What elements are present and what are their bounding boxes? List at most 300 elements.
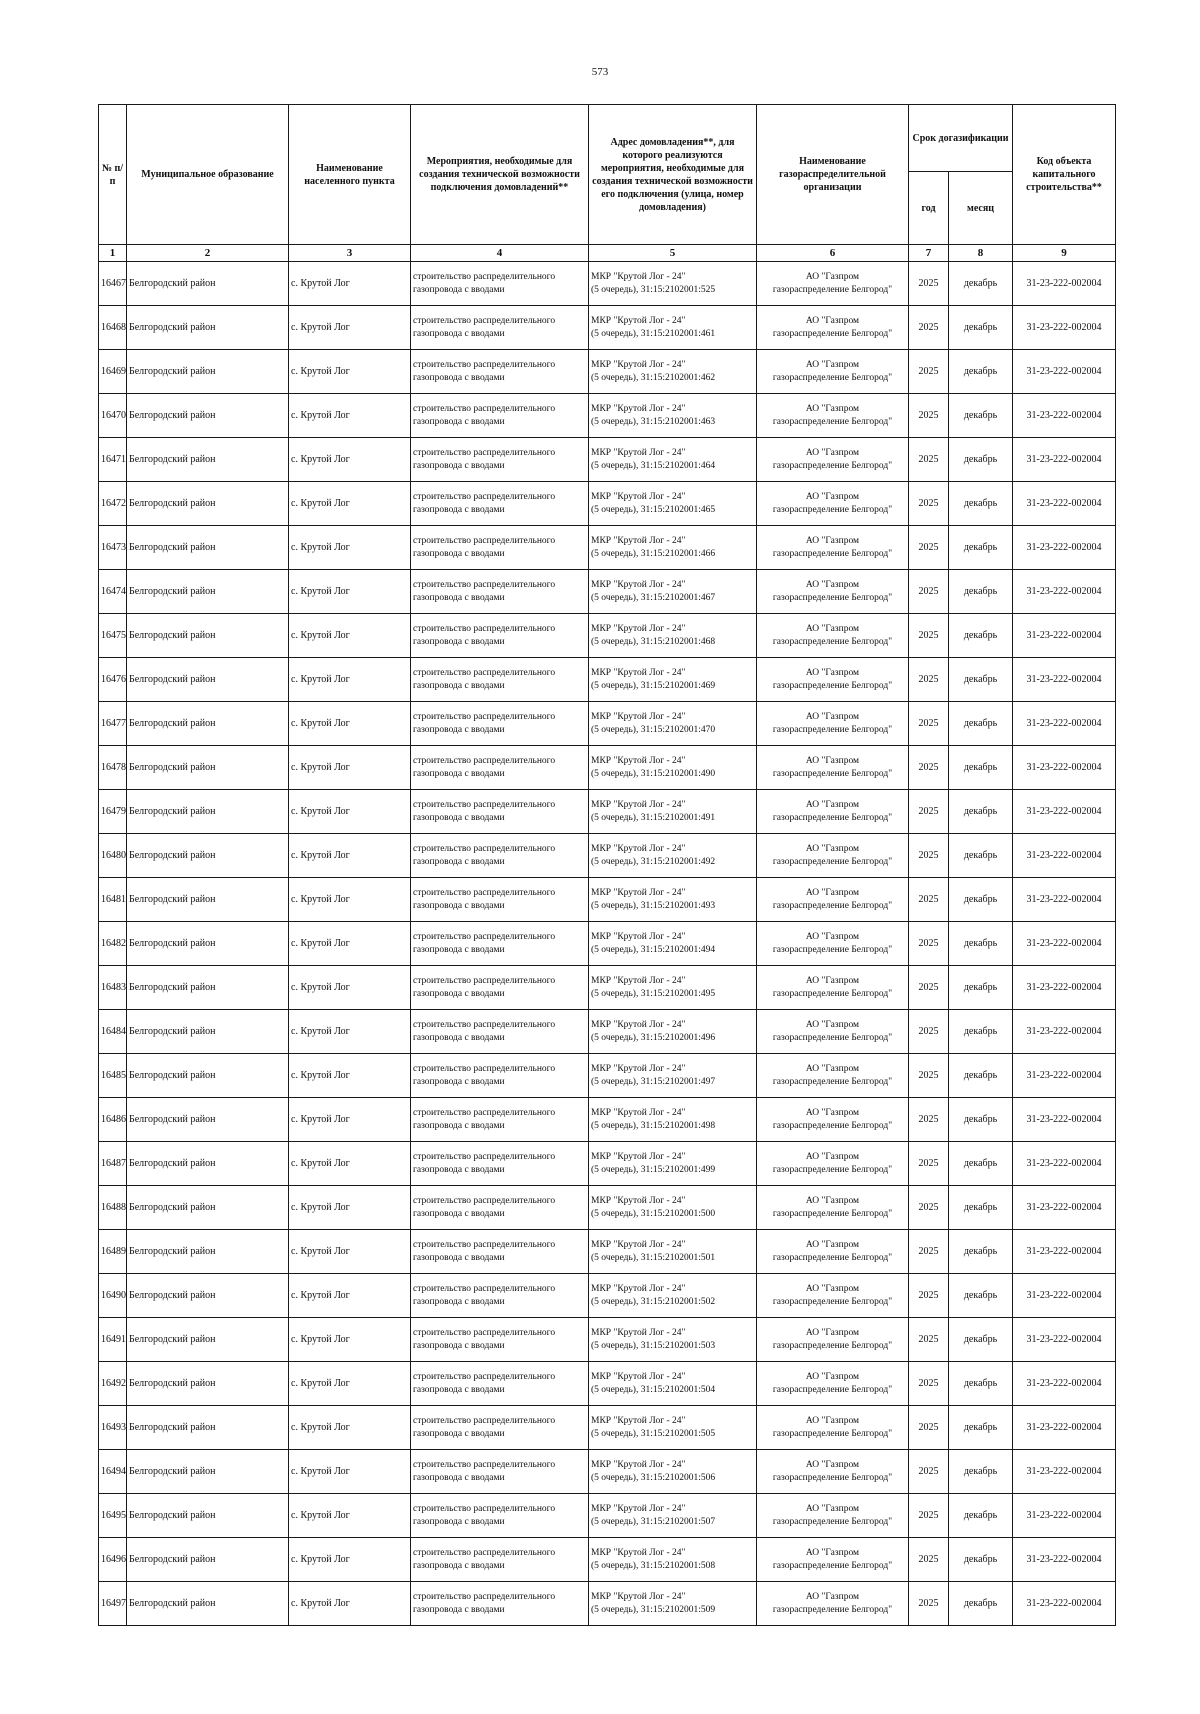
row-organization xyxy=(757,1010,909,1054)
header-org: Наименование газораспределительной организации xyxy=(757,105,909,245)
row-address xyxy=(589,1406,757,1450)
table-row xyxy=(99,922,1116,966)
row-address-line: МКР "Крутой Лог - 24" xyxy=(591,1547,686,1558)
row-measure-line: строительство распределительного xyxy=(413,1151,556,1162)
row-month: декабрь xyxy=(949,1362,1013,1406)
row-organization xyxy=(757,614,909,658)
table-row xyxy=(99,438,1116,482)
row-address xyxy=(589,1582,757,1626)
row-address xyxy=(589,262,757,306)
row-year: 2025 xyxy=(909,878,949,922)
row-organization-line: газораспределение Белгород" xyxy=(772,328,893,339)
row-organization-line: газораспределение Белгород" xyxy=(772,724,893,735)
row-object-code: 31-23-222-002004 xyxy=(1013,306,1116,350)
row-measure-line: строительство распределительного xyxy=(413,931,556,942)
row-organization xyxy=(757,306,909,350)
row-measure-line: газопровода с вводами xyxy=(413,988,505,999)
row-organization-line: АО "Газпром xyxy=(805,931,860,942)
row-address-line: (5 очередь), 31:15:2102001:497 xyxy=(591,1076,716,1087)
column-number: 4 xyxy=(411,245,589,262)
row-municipality: Белгородский район xyxy=(127,746,289,790)
row-year: 2025 xyxy=(909,1450,949,1494)
row-settlement: с. Крутой Лог xyxy=(289,1274,411,1318)
row-object-code: 31-23-222-002004 xyxy=(1013,1098,1116,1142)
row-address-line: МКР "Крутой Лог - 24" xyxy=(591,1019,686,1030)
row-number: 16480 xyxy=(99,834,127,878)
row-month: декабрь xyxy=(949,790,1013,834)
table-row xyxy=(99,1450,1116,1494)
table-row xyxy=(99,350,1116,394)
row-address xyxy=(589,526,757,570)
row-organization-line: АО "Газпром xyxy=(805,403,860,414)
row-address-line: МКР "Крутой Лог - 24" xyxy=(591,755,686,766)
column-number-row xyxy=(99,245,1116,262)
row-address-line: МКР "Крутой Лог - 24" xyxy=(591,447,686,458)
row-settlement: с. Крутой Лог xyxy=(289,702,411,746)
header-row xyxy=(99,105,1116,172)
row-address xyxy=(589,834,757,878)
row-organization-line: газораспределение Белгород" xyxy=(772,680,893,691)
table-row xyxy=(99,394,1116,438)
row-measure xyxy=(411,1054,589,1098)
row-object-code: 31-23-222-002004 xyxy=(1013,658,1116,702)
row-measure xyxy=(411,1362,589,1406)
row-settlement: с. Крутой Лог xyxy=(289,1406,411,1450)
row-year: 2025 xyxy=(909,1186,949,1230)
row-organization-line: АО "Газпром xyxy=(805,1063,860,1074)
row-municipality: Белгородский район xyxy=(127,1318,289,1362)
row-municipality: Белгородский район xyxy=(127,1450,289,1494)
row-measure-line: газопровода с вводами xyxy=(413,284,505,295)
row-measure xyxy=(411,614,589,658)
row-organization-line: газораспределение Белгород" xyxy=(772,1604,893,1615)
row-address xyxy=(589,350,757,394)
row-number: 16468 xyxy=(99,306,127,350)
row-measure xyxy=(411,482,589,526)
row-measure-line: газопровода с вводами xyxy=(413,1472,505,1483)
row-municipality: Белгородский район xyxy=(127,790,289,834)
row-year: 2025 xyxy=(909,790,949,834)
row-month: декабрь xyxy=(949,1406,1013,1450)
row-object-code: 31-23-222-002004 xyxy=(1013,1362,1116,1406)
row-address-line: МКР "Крутой Лог - 24" xyxy=(591,1063,686,1074)
row-address-line: (5 очередь), 31:15:2102001:490 xyxy=(591,768,716,779)
row-address xyxy=(589,790,757,834)
row-organization-line: АО "Газпром xyxy=(805,1107,860,1118)
header-num: № п/п xyxy=(99,105,127,245)
row-measure xyxy=(411,350,589,394)
row-organization-line: АО "Газпром xyxy=(805,491,860,502)
row-organization xyxy=(757,966,909,1010)
table-row xyxy=(99,614,1116,658)
row-municipality: Белгородский район xyxy=(127,306,289,350)
row-address-line: МКР "Крутой Лог - 24" xyxy=(591,359,686,370)
row-object-code: 31-23-222-002004 xyxy=(1013,526,1116,570)
row-month: декабрь xyxy=(949,746,1013,790)
row-organization-line: АО "Газпром xyxy=(805,1019,860,1030)
row-object-code: 31-23-222-002004 xyxy=(1013,1494,1116,1538)
table-row xyxy=(99,878,1116,922)
row-settlement: с. Крутой Лог xyxy=(289,746,411,790)
row-municipality: Белгородский район xyxy=(127,966,289,1010)
row-year: 2025 xyxy=(909,1010,949,1054)
row-address-line: (5 очередь), 31:15:2102001:463 xyxy=(591,416,716,427)
row-organization-line: АО "Газпром xyxy=(805,1283,860,1294)
row-organization-line: АО "Газпром xyxy=(805,1327,860,1338)
row-measure-line: газопровода с вводами xyxy=(413,416,505,427)
row-municipality: Белгородский район xyxy=(127,702,289,746)
row-settlement: с. Крутой Лог xyxy=(289,1186,411,1230)
row-organization-line: АО "Газпром xyxy=(805,1195,860,1206)
row-measure xyxy=(411,966,589,1010)
row-organization-line: газораспределение Белгород" xyxy=(772,944,893,955)
header-month: месяц xyxy=(949,172,1013,245)
row-municipality: Белгородский район xyxy=(127,526,289,570)
row-year: 2025 xyxy=(909,1362,949,1406)
row-organization xyxy=(757,350,909,394)
row-organization xyxy=(757,438,909,482)
row-measure-line: строительство распределительного xyxy=(413,447,556,458)
row-measure-line: газопровода с вводами xyxy=(413,1560,505,1571)
row-number: 16490 xyxy=(99,1274,127,1318)
row-address-line: (5 очередь), 31:15:2102001:470 xyxy=(591,724,716,735)
row-organization-line: АО "Газпром xyxy=(805,711,860,722)
row-address xyxy=(589,614,757,658)
row-number: 16473 xyxy=(99,526,127,570)
row-address xyxy=(589,438,757,482)
row-organization-line: АО "Газпром xyxy=(805,1547,860,1558)
row-address-line: МКР "Крутой Лог - 24" xyxy=(591,315,686,326)
row-municipality: Белгородский район xyxy=(127,1406,289,1450)
row-organization-line: АО "Газпром xyxy=(805,887,860,898)
row-organization-line: газораспределение Белгород" xyxy=(772,812,893,823)
row-municipality: Белгородский район xyxy=(127,834,289,878)
row-address-line: МКР "Крутой Лог - 24" xyxy=(591,535,686,546)
row-object-code: 31-23-222-002004 xyxy=(1013,790,1116,834)
table-row xyxy=(99,306,1116,350)
row-address xyxy=(589,966,757,1010)
row-number: 16470 xyxy=(99,394,127,438)
row-year: 2025 xyxy=(909,394,949,438)
row-measure xyxy=(411,526,589,570)
row-measure xyxy=(411,658,589,702)
row-organization xyxy=(757,482,909,526)
row-address-line: МКР "Крутой Лог - 24" xyxy=(591,667,686,678)
table-row xyxy=(99,1362,1116,1406)
row-address-line: МКР "Крутой Лог - 24" xyxy=(591,1151,686,1162)
row-year: 2025 xyxy=(909,482,949,526)
row-measure-line: строительство распределительного xyxy=(413,1547,556,1558)
table-row xyxy=(99,570,1116,614)
row-settlement: с. Крутой Лог xyxy=(289,614,411,658)
row-municipality: Белгородский район xyxy=(127,438,289,482)
row-measure-line: строительство распределительного xyxy=(413,1503,556,1514)
row-organization-line: АО "Газпром xyxy=(805,975,860,986)
row-settlement: с. Крутой Лог xyxy=(289,1098,411,1142)
row-object-code: 31-23-222-002004 xyxy=(1013,702,1116,746)
row-month: декабрь xyxy=(949,1538,1013,1582)
header-code: Код объекта капитального строительства** xyxy=(1013,105,1116,245)
row-year: 2025 xyxy=(909,702,949,746)
row-number: 16476 xyxy=(99,658,127,702)
row-organization-line: газораспределение Белгород" xyxy=(772,1076,893,1087)
row-address xyxy=(589,306,757,350)
row-measure xyxy=(411,1406,589,1450)
row-organization-line: газораспределение Белгород" xyxy=(772,592,893,603)
row-address-line: (5 очередь), 31:15:2102001:467 xyxy=(591,592,716,603)
row-object-code: 31-23-222-002004 xyxy=(1013,1582,1116,1626)
row-address xyxy=(589,1274,757,1318)
row-address xyxy=(589,1010,757,1054)
row-settlement: с. Крутой Лог xyxy=(289,1582,411,1626)
row-address xyxy=(589,1494,757,1538)
row-settlement: с. Крутой Лог xyxy=(289,526,411,570)
row-object-code: 31-23-222-002004 xyxy=(1013,746,1116,790)
row-organization xyxy=(757,1186,909,1230)
row-settlement: с. Крутой Лог xyxy=(289,834,411,878)
row-municipality: Белгородский район xyxy=(127,614,289,658)
row-municipality: Белгородский район xyxy=(127,1230,289,1274)
row-measure-line: газопровода с вводами xyxy=(413,724,505,735)
row-address-line: МКР "Крутой Лог - 24" xyxy=(591,1283,686,1294)
row-address xyxy=(589,1186,757,1230)
row-number: 16492 xyxy=(99,1362,127,1406)
column-number: 8 xyxy=(949,245,1013,262)
row-month: декабрь xyxy=(949,1186,1013,1230)
table-row xyxy=(99,262,1116,306)
table-row xyxy=(99,1318,1116,1362)
row-measure-line: газопровода с вводами xyxy=(413,504,505,515)
row-year: 2025 xyxy=(909,262,949,306)
row-address xyxy=(589,658,757,702)
row-municipality: Белгородский район xyxy=(127,1098,289,1142)
row-address xyxy=(589,922,757,966)
row-year: 2025 xyxy=(909,658,949,702)
row-measure xyxy=(411,1142,589,1186)
row-object-code: 31-23-222-002004 xyxy=(1013,1054,1116,1098)
row-measure-line: газопровода с вводами xyxy=(413,548,505,559)
row-measure-line: газопровода с вводами xyxy=(413,1604,505,1615)
row-month: декабрь xyxy=(949,262,1013,306)
row-measure xyxy=(411,1450,589,1494)
row-settlement: с. Крутой Лог xyxy=(289,922,411,966)
row-measure-line: газопровода с вводами xyxy=(413,1208,505,1219)
row-settlement: с. Крутой Лог xyxy=(289,306,411,350)
row-municipality: Белгородский район xyxy=(127,1186,289,1230)
row-organization xyxy=(757,878,909,922)
row-measure-line: газопровода с вводами xyxy=(413,372,505,383)
row-month: декабрь xyxy=(949,834,1013,878)
row-number: 16479 xyxy=(99,790,127,834)
row-month: декабрь xyxy=(949,922,1013,966)
row-object-code: 31-23-222-002004 xyxy=(1013,1230,1116,1274)
row-address-line: МКР "Крутой Лог - 24" xyxy=(591,1195,686,1206)
row-organization-line: газораспределение Белгород" xyxy=(772,1428,893,1439)
row-measure-line: газопровода с вводами xyxy=(413,1428,505,1439)
row-object-code: 31-23-222-002004 xyxy=(1013,482,1116,526)
header-deadline: Срок догазификации xyxy=(909,105,1013,172)
row-organization xyxy=(757,1230,909,1274)
row-year: 2025 xyxy=(909,1230,949,1274)
row-month: декабрь xyxy=(949,1054,1013,1098)
row-municipality: Белгородский район xyxy=(127,1274,289,1318)
row-object-code: 31-23-222-002004 xyxy=(1013,438,1116,482)
table-row xyxy=(99,1054,1116,1098)
row-address-line: МКР "Крутой Лог - 24" xyxy=(591,843,686,854)
row-organization-line: АО "Газпром xyxy=(805,271,860,282)
row-address xyxy=(589,746,757,790)
row-month: декабрь xyxy=(949,614,1013,658)
row-organization-line: газораспределение Белгород" xyxy=(772,1384,893,1395)
row-month: декабрь xyxy=(949,526,1013,570)
row-address-line: МКР "Крутой Лог - 24" xyxy=(591,1415,686,1426)
row-measure xyxy=(411,922,589,966)
row-measure-line: строительство распределительного xyxy=(413,1591,556,1602)
row-measure-line: строительство распределительного xyxy=(413,1283,556,1294)
row-settlement: с. Крутой Лог xyxy=(289,1010,411,1054)
row-organization xyxy=(757,658,909,702)
row-measure-line: газопровода с вводами xyxy=(413,944,505,955)
row-measure xyxy=(411,1010,589,1054)
row-organization-line: АО "Газпром xyxy=(805,1591,860,1602)
row-address-line: МКР "Крутой Лог - 24" xyxy=(591,1107,686,1118)
row-organization-line: АО "Газпром xyxy=(805,1415,860,1426)
row-measure-line: строительство распределительного xyxy=(413,1107,556,1118)
row-measure xyxy=(411,570,589,614)
row-settlement: с. Крутой Лог xyxy=(289,1538,411,1582)
row-year: 2025 xyxy=(909,1406,949,1450)
row-address-line: МКР "Крутой Лог - 24" xyxy=(591,1459,686,1470)
row-organization xyxy=(757,922,909,966)
row-year: 2025 xyxy=(909,1054,949,1098)
row-address-line: (5 очередь), 31:15:2102001:465 xyxy=(591,504,716,515)
gasification-table xyxy=(98,104,1116,1626)
row-organization-line: газораспределение Белгород" xyxy=(772,1516,893,1527)
row-object-code: 31-23-222-002004 xyxy=(1013,614,1116,658)
row-address-line: (5 очередь), 31:15:2102001:502 xyxy=(591,1296,716,1307)
row-object-code: 31-23-222-002004 xyxy=(1013,834,1116,878)
row-measure xyxy=(411,1186,589,1230)
table-row xyxy=(99,1538,1116,1582)
table-body xyxy=(99,262,1116,1626)
row-organization-line: АО "Газпром xyxy=(805,447,860,458)
row-organization-line: газораспределение Белгород" xyxy=(772,1340,893,1351)
row-month: декабрь xyxy=(949,1318,1013,1362)
row-address-line: МКР "Крутой Лог - 24" xyxy=(591,1371,686,1382)
row-organization-line: газораспределение Белгород" xyxy=(772,1032,893,1043)
row-organization-line: газораспределение Белгород" xyxy=(772,1252,893,1263)
row-address-line: (5 очередь), 31:15:2102001:508 xyxy=(591,1560,716,1571)
row-number: 16478 xyxy=(99,746,127,790)
row-settlement: с. Крутой Лог xyxy=(289,1494,411,1538)
row-organization-line: АО "Газпром xyxy=(805,843,860,854)
row-month: декабрь xyxy=(949,482,1013,526)
row-number: 16495 xyxy=(99,1494,127,1538)
row-object-code: 31-23-222-002004 xyxy=(1013,878,1116,922)
row-settlement: с. Крутой Лог xyxy=(289,394,411,438)
row-settlement: с. Крутой Лог xyxy=(289,438,411,482)
row-municipality: Белгородский район xyxy=(127,1494,289,1538)
row-number: 16484 xyxy=(99,1010,127,1054)
row-measure-line: газопровода с вводами xyxy=(413,812,505,823)
row-year: 2025 xyxy=(909,614,949,658)
row-measure-line: строительство распределительного xyxy=(413,887,556,898)
row-measure-line: газопровода с вводами xyxy=(413,1032,505,1043)
row-municipality: Белгородский район xyxy=(127,1362,289,1406)
row-organization-line: газораспределение Белгород" xyxy=(772,504,893,515)
row-address-line: МКР "Крутой Лог - 24" xyxy=(591,491,686,502)
row-number: 16477 xyxy=(99,702,127,746)
row-organization-line: газораспределение Белгород" xyxy=(772,1472,893,1483)
gasification-table-container xyxy=(98,104,1115,1626)
row-address xyxy=(589,482,757,526)
row-settlement: с. Крутой Лог xyxy=(289,966,411,1010)
row-address-line: (5 очередь), 31:15:2102001:506 xyxy=(591,1472,716,1483)
row-measure xyxy=(411,1098,589,1142)
table-row xyxy=(99,1142,1116,1186)
row-measure-line: строительство распределительного xyxy=(413,491,556,502)
header-municipality: Муниципальное образование xyxy=(127,105,289,245)
row-measure xyxy=(411,746,589,790)
row-organization-line: газораспределение Белгород" xyxy=(772,1120,893,1131)
row-measure-line: газопровода с вводами xyxy=(413,592,505,603)
row-month: декабрь xyxy=(949,1142,1013,1186)
row-address-line: (5 очередь), 31:15:2102001:462 xyxy=(591,372,716,383)
row-organization xyxy=(757,1274,909,1318)
row-measure-line: газопровода с вводами xyxy=(413,328,505,339)
row-measure-line: строительство распределительного xyxy=(413,315,556,326)
row-year: 2025 xyxy=(909,526,949,570)
row-settlement: с. Крутой Лог xyxy=(289,1450,411,1494)
table-row xyxy=(99,658,1116,702)
row-organization-line: газораспределение Белгород" xyxy=(772,768,893,779)
table-row xyxy=(99,1406,1116,1450)
row-year: 2025 xyxy=(909,1538,949,1582)
row-address-line: (5 очередь), 31:15:2102001:492 xyxy=(591,856,716,867)
row-month: декабрь xyxy=(949,658,1013,702)
column-number: 9 xyxy=(1013,245,1116,262)
row-address-line: (5 очередь), 31:15:2102001:500 xyxy=(591,1208,716,1219)
row-organization-line: АО "Газпром xyxy=(805,315,860,326)
row-measure-line: газопровода с вводами xyxy=(413,636,505,647)
row-month: декабрь xyxy=(949,438,1013,482)
row-measure-line: газопровода с вводами xyxy=(413,900,505,911)
row-organization-line: газораспределение Белгород" xyxy=(772,372,893,383)
row-address-line: МКР "Крутой Лог - 24" xyxy=(591,975,686,986)
row-measure-line: строительство распределительного xyxy=(413,755,556,766)
row-number: 16491 xyxy=(99,1318,127,1362)
row-address xyxy=(589,702,757,746)
row-organization-line: АО "Газпром xyxy=(805,359,860,370)
column-number: 7 xyxy=(909,245,949,262)
header-settlement: Наименование населенного пункта xyxy=(289,105,411,245)
row-measure-line: строительство распределительного xyxy=(413,1327,556,1338)
row-organization-line: газораспределение Белгород" xyxy=(772,460,893,471)
row-address xyxy=(589,1142,757,1186)
row-organization-line: газораспределение Белгород" xyxy=(772,636,893,647)
row-organization-line: АО "Газпром xyxy=(805,1239,860,1250)
table-row xyxy=(99,702,1116,746)
row-organization-line: газораспределение Белгород" xyxy=(772,416,893,427)
table-row xyxy=(99,1098,1116,1142)
row-address-line: МКР "Крутой Лог - 24" xyxy=(591,271,686,282)
row-number: 16471 xyxy=(99,438,127,482)
row-object-code: 31-23-222-002004 xyxy=(1013,1450,1116,1494)
row-month: декабрь xyxy=(949,1230,1013,1274)
row-measure xyxy=(411,834,589,878)
table-row xyxy=(99,1230,1116,1274)
table-row xyxy=(99,526,1116,570)
